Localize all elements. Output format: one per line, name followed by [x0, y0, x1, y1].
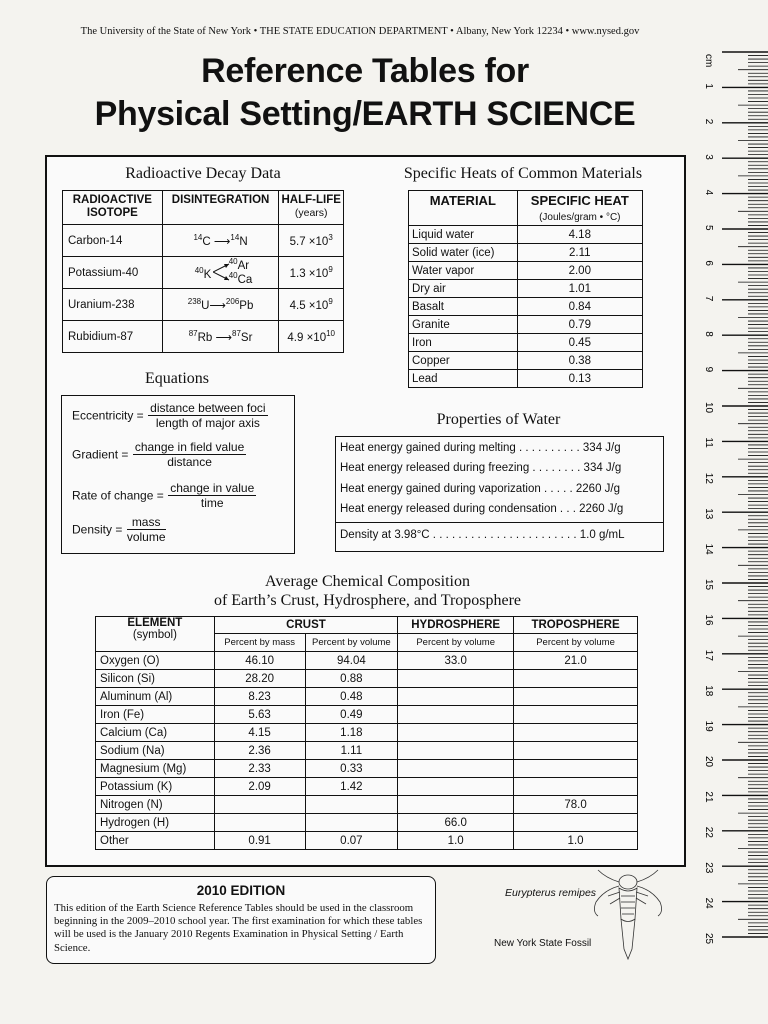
- comp-troposphere: [514, 706, 638, 724]
- composition-row: [96, 688, 638, 706]
- composition-table: [95, 616, 638, 850]
- comp-sub-volume: Percent by volume: [305, 634, 398, 652]
- composition-row: [96, 778, 638, 796]
- fossil-caption: New York State Fossil: [494, 938, 592, 949]
- comp-crust-mass: 2.09: [214, 778, 305, 796]
- ruler-label: 13: [703, 508, 714, 520]
- heat-value: 4.18: [517, 226, 642, 244]
- comp-crust-mass: 5.63: [214, 706, 305, 724]
- ruler-label: 19: [703, 720, 714, 732]
- heat-value: 2.11: [517, 244, 642, 262]
- comp-hydrosphere: [398, 778, 514, 796]
- heat-material: Copper: [409, 352, 518, 370]
- heat-material: Dry air: [409, 280, 518, 298]
- arrow-right-icon: ⟶: [209, 299, 226, 312]
- comp-element: Nitrogen (N): [96, 796, 215, 814]
- comp-crust-volume: 94.04: [305, 652, 398, 670]
- comp-troposphere: [514, 778, 638, 796]
- composition-row: [96, 670, 638, 688]
- ruler-label: 22: [703, 826, 714, 838]
- ruler-label: 3: [703, 154, 714, 160]
- decay-reaction: $^{40}$K $^{40}$Ar $^{40}$Ca: [162, 257, 279, 289]
- heat-value: 0.45: [517, 334, 642, 352]
- decay-reaction: $^{87}$Rb ⟶$^{87}$Sr: [162, 321, 279, 353]
- composition-row: [96, 814, 638, 832]
- comp-troposphere: [514, 688, 638, 706]
- decay-header-disintegration: DISINTEGRATION: [162, 191, 279, 225]
- comp-crust-mass: [214, 814, 305, 832]
- comp-hydrosphere: [398, 688, 514, 706]
- decay-isotope: Uranium-238: [63, 289, 163, 321]
- specific-heat-table: [408, 190, 643, 388]
- heat-material: Liquid water: [409, 226, 518, 244]
- comp-element: Calcium (Ca): [96, 724, 215, 742]
- ruler-label: 4: [703, 189, 714, 196]
- comp-hydrosphere: [398, 760, 514, 778]
- comp-crust-volume: [305, 796, 398, 814]
- comp-hydrosphere: 33.0: [398, 652, 514, 670]
- composition-row: [96, 652, 638, 670]
- comp-header-hydrosphere: HYDROSPHERE: [398, 617, 514, 634]
- ruler-label: 24: [703, 897, 714, 909]
- ruler-label: 20: [703, 756, 714, 768]
- ruler-label: 1: [703, 83, 714, 89]
- water-property-row: Heat energy released during condensation . . . 2260 J/g: [340, 503, 624, 515]
- ruler-label: 8: [703, 331, 714, 337]
- comp-element: Sodium (Na): [96, 742, 215, 760]
- water-property-row: Heat energy released during freezing . . . . . . . . 334 J/g: [340, 462, 622, 474]
- decay-header-half-life: HALF-LIFE (years): [279, 191, 344, 225]
- decay-header-isotope: RADIOACTIVE ISOTOPE: [63, 191, 163, 225]
- comp-troposphere: 78.0: [514, 796, 638, 814]
- ruler-label: 7: [703, 295, 714, 302]
- decay-half-life: $5.7 \times 10^3$: [279, 225, 344, 257]
- comp-hydrosphere: [398, 670, 514, 688]
- ruler-label: 25: [703, 933, 714, 945]
- decay-isotope: Carbon-14: [63, 225, 163, 257]
- composition-row: [96, 706, 638, 724]
- decay-reaction: $^{14}$C ⟶$^{14}$N: [162, 225, 279, 257]
- comp-sub-volume: Percent by volume: [514, 634, 638, 652]
- equation-density: Density = $\frac{\text{mass}}{\text{volume}}$: [72, 515, 166, 544]
- institution-line: The University of the State of New York • THE STATE EDUCATION DEPARTMENT • Albany, New York 12234 • www.nysed.gov: [80, 26, 640, 37]
- comp-troposphere: 1.0: [514, 832, 638, 850]
- comp-element: Other: [96, 832, 215, 850]
- comp-crust-volume: 1.18: [305, 724, 398, 742]
- fossil-name: Eurypterus remipes: [505, 887, 597, 899]
- equation-eccentricity: Eccentricity = $\frac{\text{distance between foci}}{\text{length of major axis}}$: [72, 401, 266, 430]
- ruler-unit-label: cm: [703, 54, 714, 68]
- composition-row: [96, 796, 638, 814]
- eurypterid-fossil-icon: [588, 864, 668, 964]
- heat-header-material: MATERIAL: [409, 191, 518, 226]
- decay-half-life: $1.3 \times 10^9$: [279, 257, 344, 289]
- water-properties-box: [335, 436, 664, 552]
- water-property-row: Heat energy gained during vaporization . . . . . 2260 J/g: [340, 483, 621, 495]
- comp-troposphere: [514, 724, 638, 742]
- comp-hydrosphere: [398, 796, 514, 814]
- title-line-1: Reference Tables for: [201, 52, 529, 90]
- comp-header-crust: CRUST: [214, 617, 397, 634]
- heats-title: Specific Heats of Common Materials: [403, 165, 643, 182]
- equation-gradient: Gradient = $\frac{\text{change in field value}}{\text{distance}}$: [72, 440, 245, 469]
- comp-crust-mass: 8.23: [214, 688, 305, 706]
- comp-crust-volume: 0.88: [305, 670, 398, 688]
- ruler-label: 12: [703, 472, 714, 484]
- arrow-right-icon: ⟶: [215, 331, 233, 344]
- heat-material: Water vapor: [409, 262, 518, 280]
- decay-half-life: $4.9 \times 10^{10}$: [279, 321, 344, 353]
- water-density-row: Density at 3.98°C . . . . . . . . . . . . . . . . . . . . . . . 1.0 g/mL: [340, 529, 625, 541]
- heat-material: Solid water (ice): [409, 244, 518, 262]
- comp-element: Hydrogen (H): [96, 814, 215, 832]
- composition-row: [96, 760, 638, 778]
- comp-hydrosphere: [398, 742, 514, 760]
- comp-crust-mass: 0.91: [214, 832, 305, 850]
- decay-isotope: Potassium-40: [63, 257, 163, 289]
- heat-value: 0.38: [517, 352, 642, 370]
- heat-value: 2.00: [517, 262, 642, 280]
- comp-crust-volume: 0.33: [305, 760, 398, 778]
- title-line-2: Physical Setting/EARTH SCIENCE: [94, 95, 636, 133]
- ruler-label: 14: [703, 543, 714, 555]
- ruler-label: 18: [703, 685, 714, 697]
- comp-element: Aluminum (Al): [96, 688, 215, 706]
- heat-material: Iron: [409, 334, 518, 352]
- comp-crust-mass: 4.15: [214, 724, 305, 742]
- composition-row: [96, 742, 638, 760]
- heat-header-value: SPECIFIC HEAT (Joules/gram • °C): [517, 191, 642, 226]
- water-divider: [336, 522, 663, 523]
- ruler-label: 17: [703, 649, 714, 661]
- comp-sub-mass: Percent by mass: [214, 634, 305, 652]
- comp-crust-mass: 46.10: [214, 652, 305, 670]
- ruler-label: 6: [703, 260, 714, 266]
- ruler-label: 11: [703, 437, 714, 448]
- comp-crust-mass: 2.33: [214, 760, 305, 778]
- comp-header-element: ELEMENT (symbol): [96, 617, 215, 652]
- heat-material: Granite: [409, 316, 518, 334]
- comp-crust-volume: [305, 814, 398, 832]
- comp-troposphere: [514, 814, 638, 832]
- comp-sub-volume: Percent by volume: [398, 634, 514, 652]
- equations-box: [61, 395, 295, 554]
- ruler-label: 21: [703, 791, 714, 803]
- decay-table: [62, 190, 344, 353]
- water-title: Properties of Water: [436, 411, 561, 428]
- ruler-label: 9: [703, 366, 714, 373]
- comp-troposphere: [514, 670, 638, 688]
- comp-crust-volume: 1.11: [305, 742, 398, 760]
- comp-crust-volume: 1.42: [305, 778, 398, 796]
- comp-crust-mass: 28.20: [214, 670, 305, 688]
- edition-box: [46, 876, 436, 964]
- heat-value: 0.79: [517, 316, 642, 334]
- comp-header-troposphere: TROPOSPHERE: [514, 617, 638, 634]
- comp-hydrosphere: 1.0: [398, 832, 514, 850]
- composition-row: [96, 724, 638, 742]
- comp-crust-mass: 2.36: [214, 742, 305, 760]
- heat-value: 0.13: [517, 370, 642, 388]
- comp-troposphere: [514, 742, 638, 760]
- heat-material: Basalt: [409, 298, 518, 316]
- composition-row: [96, 832, 638, 850]
- heat-material: Lead: [409, 370, 518, 388]
- comp-crust-mass: [214, 796, 305, 814]
- centimeter-ruler: [700, 40, 768, 960]
- equations-title: Equations: [145, 370, 209, 387]
- comp-hydrosphere: [398, 724, 514, 742]
- ruler-label: 23: [703, 862, 714, 874]
- edition-text: This edition of the Earth Science Reference Tables should be used in the classroom beginning in the 2009–2010 school year. The first examination for which these tables will be used is the January 2010 Regents Examination in Physical Setting / Earth Science.: [54, 902, 423, 954]
- ruler-label: 15: [703, 579, 714, 591]
- ruler-label: 10: [703, 402, 714, 414]
- comp-element: Magnesium (Mg): [96, 760, 215, 778]
- decay-isotope: Rubidium-87: [63, 321, 163, 353]
- comp-hydrosphere: [398, 706, 514, 724]
- edition-title: 2010 EDITION: [196, 883, 286, 898]
- comp-crust-volume: 0.07: [305, 832, 398, 850]
- heat-value: 0.84: [517, 298, 642, 316]
- comp-element: Potassium (K): [96, 778, 215, 796]
- equation-rate-of-change: Rate of change = $\frac{\text{change in value}}{\text{time}}$: [72, 481, 255, 510]
- water-property-row: Heat energy gained during melting . . . . . . . . . . 334 J/g: [340, 442, 621, 454]
- comp-troposphere: [514, 760, 638, 778]
- arrow-right-icon: ⟶: [213, 235, 231, 248]
- comp-element: Oxygen (O): [96, 652, 215, 670]
- ruler-label: 5: [703, 225, 714, 231]
- comp-element: Silicon (Si): [96, 670, 215, 688]
- decay-reaction: $^{238}$U⟶$^{206}$Pb: [162, 289, 279, 321]
- comp-crust-volume: 0.49: [305, 706, 398, 724]
- comp-troposphere: 21.0: [514, 652, 638, 670]
- composition-title-2: of Earth’s Crust, Hydrosphere, and Troposphere: [213, 592, 522, 609]
- composition-title-1: Average Chemical Composition: [265, 573, 470, 590]
- decay-title: Radioactive Decay Data: [125, 165, 281, 182]
- decay-half-life: $4.5 \times 10^9$: [279, 289, 344, 321]
- comp-crust-volume: 0.48: [305, 688, 398, 706]
- comp-hydrosphere: 66.0: [398, 814, 514, 832]
- comp-element: Iron (Fe): [96, 706, 215, 724]
- heat-value: 1.01: [517, 280, 642, 298]
- ruler-label: 16: [703, 614, 714, 626]
- ruler-label: 2: [703, 118, 714, 125]
